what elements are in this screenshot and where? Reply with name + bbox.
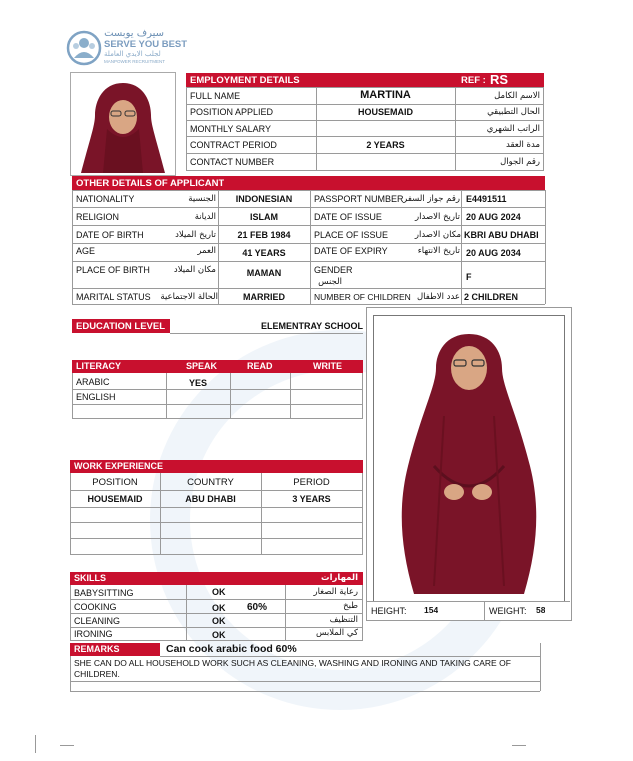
other-details-title: OTHER DETAILS OF APPLICANT (76, 178, 225, 189)
contact-number-label: CONTACT NUMBER (190, 157, 275, 167)
logo-icon (66, 30, 102, 66)
place-of-issue-value: KBRI ABU DHABI (464, 230, 539, 240)
passport-number-arabic: رقم جواز السفر (403, 194, 460, 204)
age-value: 41 YEARS (242, 248, 286, 258)
place-of-birth-arabic: مكان الميلاد (173, 265, 216, 275)
remarks-title: REMARKS (74, 644, 120, 654)
weight-label: WEIGHT: (489, 606, 527, 616)
date-of-issue-arabic: تاريخ الاصدار (415, 212, 460, 222)
corner-mark-left (60, 745, 74, 746)
work-col-country: COUNTRY (187, 477, 234, 488)
nationality-value: INDONESIAN (235, 194, 293, 204)
position-applied-arabic: الحال التطبيقي (487, 107, 540, 117)
full-name-value: MARTINA (360, 89, 411, 101)
logo-sub-arabic: لجلب الايدي العاملة (104, 50, 161, 58)
skill-babysitting-label: BABYSITTING (74, 588, 134, 598)
skill-cooking-arabic: طبخ (343, 601, 358, 611)
passport-number-value: E4491511 (466, 194, 507, 204)
work-col-position: POSITION (92, 477, 138, 488)
full-name-label: FULL NAME (190, 91, 241, 101)
dob-arabic: تاريخ الميلاد (175, 230, 216, 240)
nationality-arabic: الجنسية (188, 194, 216, 204)
contract-period-arabic: مدة العقد (506, 140, 540, 150)
gender-arabic: الجنس (318, 277, 342, 287)
place-of-issue-label: PLACE OF ISSUE (314, 230, 389, 240)
date-of-expiry-value: 20 AUG 2034 (466, 248, 521, 258)
date-of-issue-value: 20 AUG 2024 (466, 212, 521, 222)
marital-status-arabic: الحالة الاجتماعية (160, 292, 218, 302)
literacy-english: ENGLISH (76, 392, 116, 402)
place-of-issue-arabic: مكان الاصدار (414, 230, 461, 240)
remarks-text-line2: CHILDREN. (74, 669, 120, 679)
age-arabic: العمر (197, 246, 216, 256)
skill-cooking-value: OK (212, 603, 226, 613)
date-of-expiry-arabic: تاريخ الانتهاء (417, 246, 460, 256)
marital-status-label: MARITAL STATUS (76, 292, 151, 302)
monthly-salary-label: MONTHLY SALARY (190, 124, 272, 134)
monthly-salary-arabic: الراتب الشهري (486, 124, 540, 134)
skill-cooking-label: COOKING (74, 602, 117, 612)
literacy-title: LITERACY (76, 361, 121, 371)
work-experience-title: WORK EXPERIENCE (74, 461, 164, 471)
marital-status-value: MARRIED (243, 292, 285, 302)
remarks-highlight: Can cook arabic food 60% (166, 643, 297, 655)
full-name-arabic: الاسم الكامل (494, 91, 540, 101)
skill-ironing-arabic: كي الملابس (316, 628, 358, 638)
height-value: 154 (424, 605, 439, 615)
applicant-photo-full (373, 315, 565, 602)
children-label: NUMBER OF CHILDREN (314, 292, 411, 302)
corner-mark-right (512, 745, 526, 746)
skill-cleaning-label: CLEANING (74, 616, 121, 626)
place-of-birth-label: PLACE OF BIRTH (76, 265, 150, 275)
skill-babysitting-arabic: رعاية الصغار (313, 587, 358, 597)
religion-label: RELIGION (76, 212, 120, 222)
speak-header: SPEAK (186, 361, 218, 371)
write-header: WRITE (313, 361, 342, 371)
employment-title: EMPLOYMENT DETAILS (190, 75, 300, 86)
gender-label: GENDER (314, 265, 353, 275)
ref-label: REF : (461, 75, 486, 86)
work-row-country: ABU DHABI (185, 494, 236, 504)
logo-tagline: MANPOWER RECRUITMENT (104, 59, 165, 64)
remarks-text-line1: SHE CAN DO ALL HOUSEHOLD WORK SUCH AS CLEANING, WASHING AND IRONING AND TAKING CARE OF (74, 658, 511, 668)
religion-arabic: الديانة (194, 212, 216, 222)
work-col-period: PERIOD (293, 477, 330, 488)
religion-value: ISLAM (250, 212, 278, 222)
logo-arabic: سيرف يوبست (104, 28, 164, 39)
children-arabic: عدد الاطفال (416, 292, 460, 302)
contract-period-value: 2 YEARS (366, 140, 405, 150)
age-label: AGE (76, 246, 96, 256)
skills-title-arabic: المهارات (321, 573, 358, 583)
skill-cleaning-value: OK (212, 616, 226, 626)
logo-name: SERVE YOU BEST (104, 39, 188, 50)
skill-ironing-label: IRONING (74, 629, 113, 639)
education-value: ELEMENTRAY SCHOOL (260, 321, 363, 331)
skill-cleaning-arabic: التنظيف (329, 615, 358, 625)
nationality-label: NATIONALITY (76, 194, 135, 204)
corner-mark-vertical (35, 735, 36, 753)
height-label: HEIGHT: (371, 606, 407, 616)
children-value: 2 CHILDREN (464, 292, 519, 302)
gender-value: F (466, 272, 472, 282)
position-applied-label: POSITION APPLIED (190, 107, 274, 117)
contact-number-arabic: رقم الجوال (500, 157, 540, 167)
skills-title: SKILLS (74, 573, 107, 583)
company-logo (66, 28, 188, 68)
position-applied-value: HOUSEMAID (357, 107, 413, 117)
weight-value: 58 (536, 605, 546, 615)
place-of-birth-value: MAMAN (246, 268, 282, 278)
dob-value: 21 FEB 1984 (237, 230, 291, 240)
skill-cooking-percent: 60% (247, 602, 268, 613)
education-label: EDUCATION LEVEL (76, 321, 166, 332)
literacy-arabic-speak: YES (188, 378, 207, 388)
applicant-photo-small (70, 72, 176, 176)
literacy-arabic: ARABIC (76, 377, 110, 387)
work-row-period: 3 YEARS (292, 494, 331, 504)
ref-value: RS (490, 72, 509, 87)
passport-number-label: PASSPORT NUMBER (314, 194, 404, 204)
skill-babysitting-value: OK (212, 587, 226, 597)
skill-ironing-value: OK (212, 630, 226, 640)
contract-period-label: CONTRACT PERIOD (190, 140, 277, 150)
dob-label: DATE OF BIRTH (76, 230, 144, 240)
date-of-expiry-label: DATE OF EXPIRY (314, 246, 388, 256)
read-header: READ (247, 361, 273, 371)
date-of-issue-label: DATE OF ISSUE (314, 212, 382, 222)
work-row-position: HOUSEMAID (87, 494, 143, 504)
